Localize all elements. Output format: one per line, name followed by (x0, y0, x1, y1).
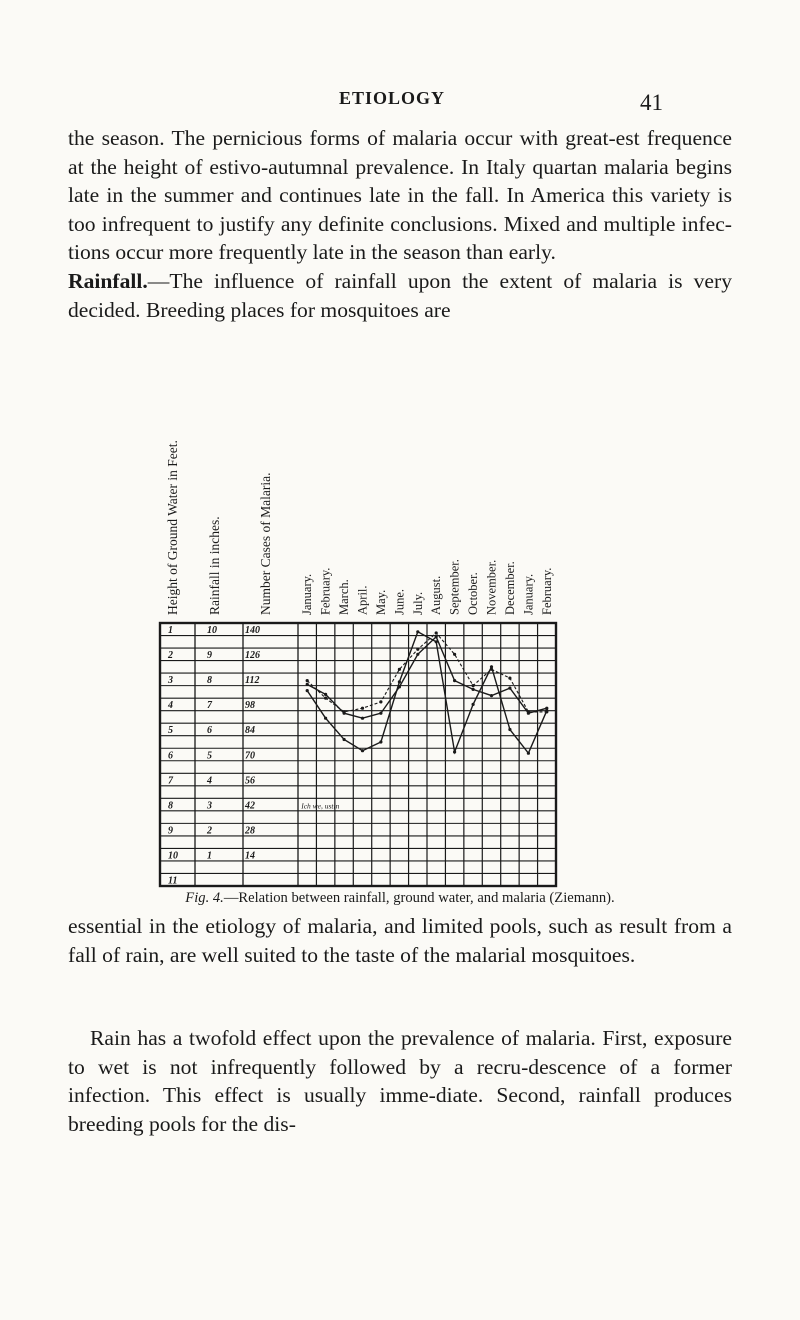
month-label-2: February. (318, 567, 333, 615)
month-label-6: June. (392, 588, 407, 615)
ground-water-tick: 11 (168, 875, 178, 887)
rainfall-tick: 8 (207, 675, 212, 687)
malaria-tick: 98 (245, 700, 255, 712)
figure-caption-text: —Relation between rainfall, ground water, and malaria (Ziemann). (223, 890, 615, 906)
running-head: ETIOLOGY (339, 88, 446, 108)
month-label-12: December. (502, 561, 517, 615)
ground_water-point (416, 648, 419, 651)
malaria-tick: 84 (245, 725, 255, 737)
rainfall-point (490, 665, 493, 668)
ground-water-tick: 6 (168, 750, 173, 762)
ground_water-point (361, 707, 364, 710)
ground_water-point (324, 697, 327, 700)
ground-water-tick: 5 (168, 725, 173, 737)
month-label-1: January. (300, 573, 315, 615)
ground-water-tick: 1 (168, 625, 173, 637)
rainfall-point (508, 728, 511, 731)
rainfall-tick: 7 (207, 700, 212, 712)
ground-water-tick: 3 (168, 675, 173, 687)
ground_water-point (435, 631, 438, 634)
rainfall-point (361, 749, 364, 752)
malaria-point (490, 694, 493, 697)
column-header-2: Rainfall in inches. (207, 516, 222, 615)
malaria-point (416, 653, 419, 656)
page-number: 41 (640, 90, 663, 115)
rainfall-tick: 3 (207, 800, 212, 812)
rainfall-tick: 5 (207, 750, 212, 762)
ground-water-tick: 8 (168, 800, 173, 812)
column-header-1: Height of Ground Water in Feet. (165, 440, 180, 615)
malaria-point (324, 693, 327, 696)
malaria-point (343, 712, 346, 715)
paragraph-1-text: the season. The pernicious forms of malaria occur with great-est frequence at the height of estivo-autumnal prevalence. In Italy quartan malaria begins late in the summer and continues late in the fall. In America this variety is too infrequent to justify any definite conclusions. Mixed and multiple infec-tions occur more frequently late in the season than early. (68, 126, 732, 265)
rainfall-tick: 6 (207, 725, 212, 737)
rainfall-tick: 10 (207, 625, 217, 637)
malaria-tick: 28 (245, 825, 255, 837)
malaria-tick: 140 (245, 625, 260, 637)
malaria-point (435, 635, 438, 638)
ground_water-point (472, 684, 475, 687)
month-label-7: July. (410, 591, 425, 615)
ground_water-point (508, 677, 511, 680)
month-label-8: August. (429, 575, 444, 615)
month-label-5: May. (373, 589, 388, 615)
ground_water-point (379, 700, 382, 703)
rainfall-paragraph-text: —The influence of rainfall upon the extent of malaria is very decided. Breeding places for mosquitoes are (68, 268, 732, 322)
rainfall-point (398, 680, 401, 683)
malaria-point (379, 712, 382, 715)
malaria-tick: 56 (245, 775, 255, 787)
paragraph-2: essential in the etiology of malaria, and limited pools, such as result from a fall of rain, are well suited to the taste of the malarial mosquitoes. (68, 914, 732, 967)
malaria-point (306, 683, 309, 686)
figure-caption (0, 890, 800, 907)
month-label-4: April. (355, 585, 370, 615)
rainfall-point (527, 752, 530, 755)
malaria-point (398, 685, 401, 688)
ground_water-point (306, 679, 309, 682)
ground_water-point (398, 668, 401, 671)
ground-water-tick: 9 (168, 825, 173, 837)
month-label-3: March. (337, 579, 352, 615)
rainfall-tick: 1 (207, 850, 212, 862)
rainfall-point (416, 630, 419, 633)
malaria-point (545, 707, 548, 710)
grid-frame (160, 623, 556, 886)
rainfall-point (379, 740, 382, 743)
rainfall-heading: Rainfall. (68, 268, 148, 293)
month-label-10: October. (466, 572, 481, 615)
paragraph-3: Rain has a twofold effect upon the prevalence of malaria. First, exposure to wet is not infrequently followed by a recru-descence of a former infection. This effect is usually imme-diate. Second, rainfall produces breeding pools for the dis- (68, 1026, 732, 1136)
rainfall-tick: 4 (207, 775, 212, 787)
rainfall-point (306, 689, 309, 692)
ground-water-tick: 2 (168, 650, 173, 662)
ground-water-tick: 7 (168, 775, 173, 787)
figure-4 (150, 352, 580, 892)
malaria-point (361, 717, 364, 720)
ground_water-point (453, 653, 456, 656)
month-label-11: November. (484, 559, 499, 615)
malaria-tick: 112 (245, 675, 260, 687)
malaria-point (508, 687, 511, 690)
malaria-point (453, 679, 456, 682)
malaria-tick: 126 (245, 650, 260, 662)
paragraph-1 (68, 124, 732, 324)
rainfall-point (472, 703, 475, 706)
rainfall-tick: 2 (207, 825, 212, 837)
malaria-tick: 70 (245, 750, 255, 762)
rainfall-point (453, 750, 456, 753)
ground-water-tick: 10 (168, 850, 178, 862)
handwritten-annotation: Ich we, ustin (301, 801, 340, 811)
malaria-point (527, 712, 530, 715)
month-label-9: September. (447, 559, 462, 615)
malaria-tick: 14 (245, 850, 255, 862)
figure-number: Fig. 4. (185, 890, 224, 906)
page-header (0, 88, 800, 118)
month-label-13: January. (521, 573, 536, 615)
malaria-tick: 42 (245, 800, 255, 812)
rainfall-tick: 9 (207, 650, 212, 662)
column-header-3: Number Cases of Malaria. (258, 472, 273, 615)
rainfall-point (343, 738, 346, 741)
month-label-14: February. (539, 567, 554, 615)
rainfall-point (324, 717, 327, 720)
ground-water-tick: 4 (168, 700, 173, 712)
malaria-point (472, 688, 475, 691)
malaria-chart (150, 352, 580, 892)
